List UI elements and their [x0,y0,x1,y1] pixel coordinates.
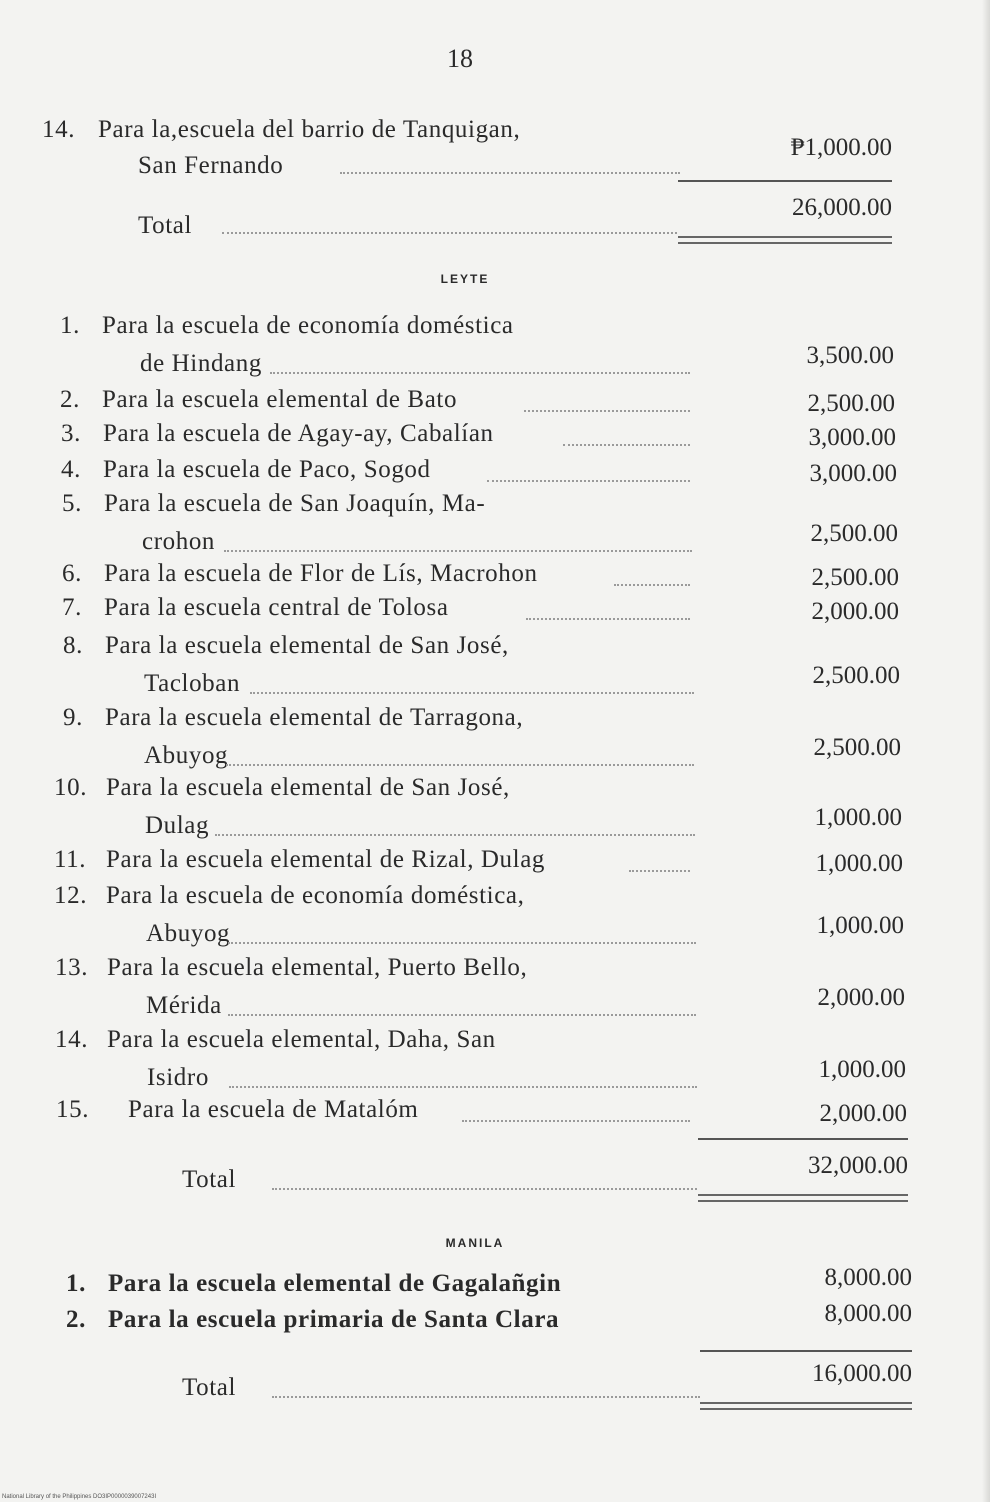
leyte-item-line2: Dulag [145,812,210,839]
leyte-item-line1: Para la escuela elemental de San José, [105,632,509,659]
leyte-item-amount: 2,000.00 [817,984,905,1011]
leyte-item-amount: 1,000.00 [818,1056,906,1083]
leyte-item-number: 12. [54,882,88,909]
leyte-item-line1: Para la escuela de economía doméstica, [106,882,525,909]
leyte-item-amount: 2,000.00 [819,1100,907,1127]
leyte-item-line1: Para la escuela de San Joaquín, Ma- [104,490,486,517]
leyte-item-leader [224,550,692,552]
manila-total-double-rule [700,1402,912,1410]
section-heading-manila: MANILA [445,1236,505,1250]
manila-total-leader [272,1396,700,1398]
leyte-item-amount: 2,500.00 [810,520,898,547]
leyte-item-leader [526,618,690,620]
leyte-item-line1: Para la escuela de Matalóm [128,1096,419,1123]
leyte-item-leader [229,1086,697,1088]
page-number: 18 [447,44,473,73]
manila-item-number: 1. [66,1270,86,1297]
leyte-item-line1: Para la escuela de Flor de Lís, Macrohon [104,560,538,587]
manila-total-amount: 16,000.00 [812,1360,912,1387]
leyte-item-line2: Abuyog [144,742,229,769]
footer-credit: National Library of the Philippines DO3IP0000039007243I [2,1494,157,1500]
leyte-item-number: 9. [63,704,83,731]
manila-item-line1: Para la escuela elemental de Gagalañgin [108,1270,562,1297]
leyte-item-amount: 3,000.00 [808,424,896,451]
leyte-item-number: 8. [63,632,83,659]
top-total-amount: 26,000.00 [792,194,892,221]
leyte-item-line2: Tacloban [144,670,241,697]
top-total-leader [222,232,677,234]
leyte-total-leader [272,1188,697,1190]
leyte-item-leader [629,870,690,872]
leyte-item-leader [563,444,690,446]
leyte-item-line2: Isidro [147,1064,209,1091]
top-item-line2: San Fernando [138,152,284,179]
leyte-item-leader [524,410,690,412]
top-item-amount: ₱1,000.00 [790,134,892,161]
leyte-item-number: 1. [60,312,80,339]
top-total-label: Total [138,212,193,239]
leyte-item-number: 15. [56,1096,90,1123]
leyte-item-leader [228,942,696,944]
leyte-item-amount: 2,500.00 [807,390,895,417]
leyte-item-leader [250,692,694,694]
leyte-item-amount: 2,000.00 [811,598,899,625]
leyte-item-number: 13. [55,954,89,981]
leyte-item-number: 6. [62,560,82,587]
leyte-total-double-rule [698,1194,908,1202]
leyte-total-label: Total [182,1166,237,1193]
leyte-item-line1: Para la escuela de Paco, Sogod [103,456,431,483]
leyte-subtotal-rule [698,1138,908,1140]
leyte-item-line1: Para la escuela elemental, Daha, San [107,1026,496,1053]
leyte-item-amount: 1,000.00 [816,912,904,939]
leyte-item-line1: Para la escuela elemental de Tarragona, [105,704,524,731]
manila-item-line1: Para la escuela primaria de Santa Clara [108,1306,560,1333]
top-item-line1: Para la,escuela del barrio de Tanquigan, [98,116,521,143]
leyte-item-leader [228,1014,696,1016]
leyte-item-amount: 1,000.00 [814,804,902,831]
leyte-item-amount: 2,500.00 [811,564,899,591]
top-total-double-rule [678,236,892,244]
leyte-item-line2: de Hindang [140,350,262,377]
leyte-item-line2: crohon [142,528,216,555]
leyte-item-line1: Para la escuela elemental de Bato [102,386,458,413]
leyte-item-line1: Para la escuela elemental de Rizal, Dulag [106,846,545,873]
leyte-item-line1: Para la escuela de economía doméstica [102,312,514,339]
leyte-item-number: 11. [54,846,87,873]
manila-item-number: 2. [66,1306,86,1333]
leyte-item-line2: Abuyog [146,920,231,947]
leyte-item-leader [462,1120,690,1122]
leyte-total-amount: 32,000.00 [808,1152,908,1179]
leyte-item-number: 10. [54,774,88,801]
leyte-item-line2: Mérida [146,992,222,1019]
top-item-number: 14. [42,116,76,143]
leyte-item-line1: Para la escuela de Agay-ay, Cabalían [103,420,494,447]
top-item-leader [340,172,680,174]
leyte-item-leader [215,834,695,836]
leyte-item-line1: Para la escuela elemental de San José, [106,774,510,801]
leyte-item-leader [226,764,694,766]
leyte-item-amount: 2,500.00 [813,734,901,761]
section-heading-leyte: LEYTE [440,272,490,286]
leyte-item-leader [614,584,690,586]
leyte-item-number: 5. [62,490,82,517]
leyte-item-line1: Para la escuela central de Tolosa [104,594,449,621]
leyte-item-amount: 3,000.00 [809,460,897,487]
leyte-item-number: 14. [55,1026,89,1053]
leyte-item-amount: 2,500.00 [812,662,900,689]
manila-item-amount: 8,000.00 [824,1300,912,1327]
page-edge-shadow [982,0,990,1502]
manila-item-amount: 8,000.00 [824,1264,912,1291]
leyte-item-number: 7. [62,594,82,621]
leyte-item-amount: 1,000.00 [815,850,903,877]
top-subtotal-rule [678,180,892,182]
leyte-item-leader [487,480,690,482]
leyte-item-line1: Para la escuela elemental, Puerto Bello, [107,954,528,981]
manila-subtotal-rule [700,1350,912,1352]
leyte-item-leader [270,372,690,374]
manila-total-label: Total [182,1374,237,1401]
leyte-item-number: 4. [61,456,81,483]
leyte-item-amount: 3,500.00 [806,342,894,369]
leyte-item-number: 2. [60,386,80,413]
leyte-item-number: 3. [61,420,81,447]
